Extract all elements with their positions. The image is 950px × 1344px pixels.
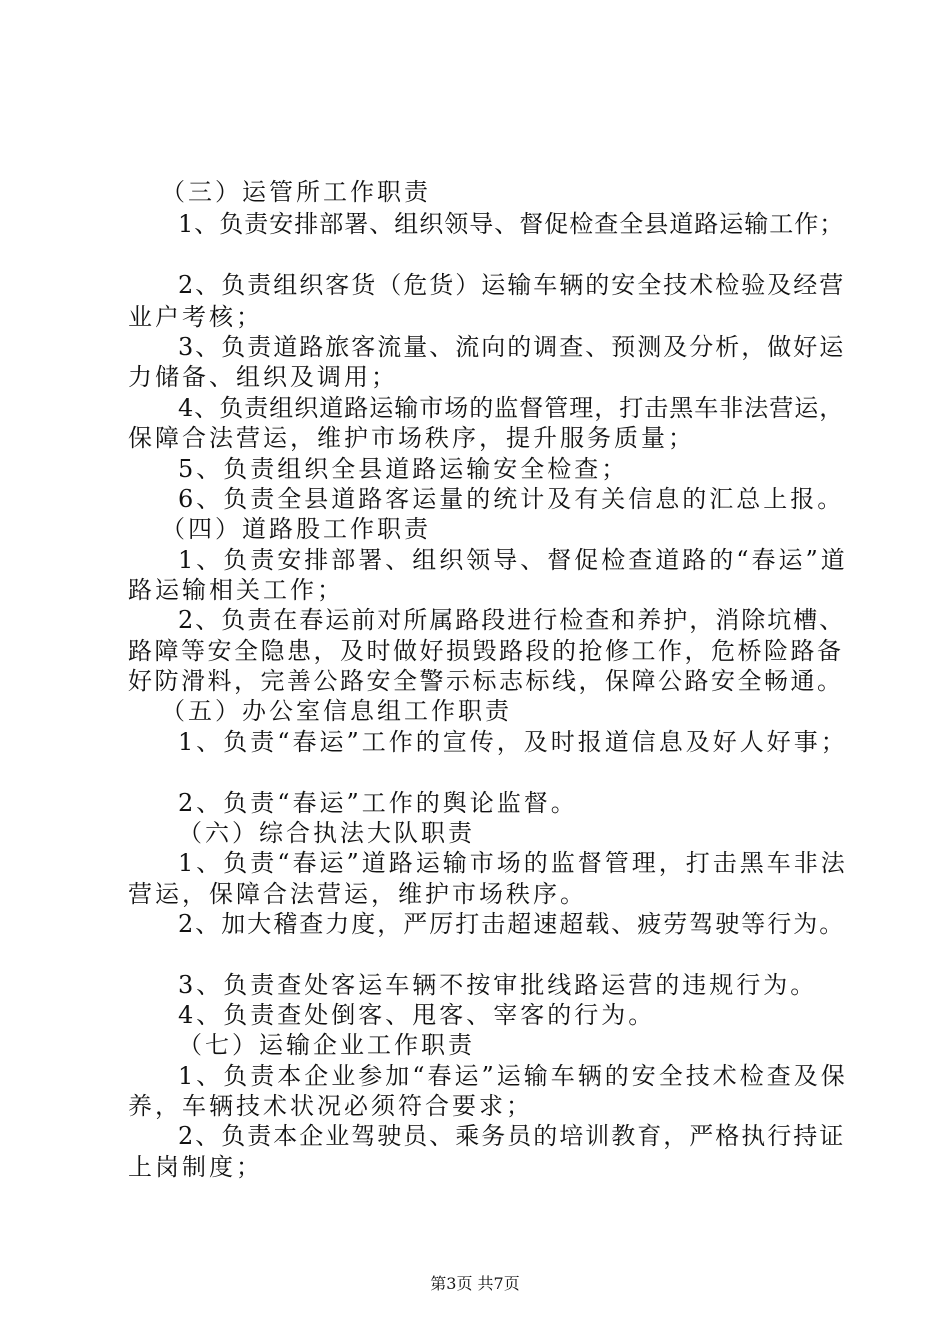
paragraph-line: 4、负责查处倒客、甩客、宰客的行为。 xyxy=(178,1001,656,1029)
paragraph-line: 2、负责在春运前对所属路段进行检查和养护，消除坑槽、 xyxy=(178,606,846,634)
paragraph-line: 路运输相关工作； xyxy=(128,576,344,604)
paragraph-line: 2、加大稽查力度，严厉打击超速超载、疲劳驾驶等行为。 xyxy=(178,910,846,938)
section-heading-3: （三）运管所工作职责 xyxy=(161,178,431,206)
paragraph-line: 3、负责查处客运车辆不按审批线路运营的违规行为。 xyxy=(178,971,818,999)
paragraph-line: 1、负责安排部署、组织领导、督促检查道路的“春运”道 xyxy=(178,546,848,574)
paragraph-line: 2、负责本企业驾驶员、乘务员的培训教育，严格执行持证 xyxy=(178,1122,846,1150)
paragraph-line: 2、负责组织客货（危货）运输车辆的安全技术检验及经营 xyxy=(178,271,846,299)
paragraph-line: 路障等安全隐患，及时做好损毁路段的抢修工作，危桥险路备 xyxy=(128,637,844,665)
paragraph-line: 上岗制度； xyxy=(128,1153,263,1181)
paragraph-line: 业户考核； xyxy=(128,303,263,331)
section-heading-5: （五）办公室信息组工作职责 xyxy=(161,697,512,725)
paragraph-line: 2、负责“春运”工作的舆论监督。 xyxy=(178,789,578,817)
section-heading-4: （四）道路股工作职责 xyxy=(161,515,431,543)
paragraph-line: 1、负责“春运”道路运输市场的监督管理，打击黑车非法 xyxy=(178,849,848,877)
page-number-footer: 第3页 共7页 xyxy=(430,1274,520,1293)
paragraph-line: 1、负责本企业参加“春运”运输车辆的安全技术检查及保 xyxy=(178,1062,848,1090)
paragraph-line: 4、负责组织道路运输市场的监督管理，打击黑车非法营运， xyxy=(178,394,845,422)
section-heading-7: （七）运输企业工作职责 xyxy=(178,1031,475,1059)
paragraph-line: 好防滑料，完善公路安全警示标志标线，保障公路安全畅通。 xyxy=(128,667,844,695)
paragraph-line: 营运，保障合法营运，维护市场秩序。 xyxy=(128,880,587,908)
paragraph-line: 6、负责全县道路客运量的统计及有关信息的汇总上报。 xyxy=(178,485,845,513)
paragraph-line: 养，车辆技术状况必须符合要求； xyxy=(128,1092,533,1120)
paragraph-line: 1、负责安排部署、组织领导、督促检查全县道路运输工作； xyxy=(178,210,845,238)
paragraph-line: 保障合法营运，维护市场秩序，提升服务质量； xyxy=(128,424,695,452)
paragraph-line: 3、负责道路旅客流量、流向的调查、预测及分析，做好运 xyxy=(178,333,846,361)
section-heading-6: （六）综合执法大队职责 xyxy=(178,819,475,847)
paragraph-line: 1、负责“春运”工作的宣传，及时报道信息及好人好事； xyxy=(178,728,848,756)
paragraph-line: 力储备、组织及调用； xyxy=(128,363,398,391)
paragraph-line: 5、负责组织全县道路运输安全检查； xyxy=(178,455,629,483)
